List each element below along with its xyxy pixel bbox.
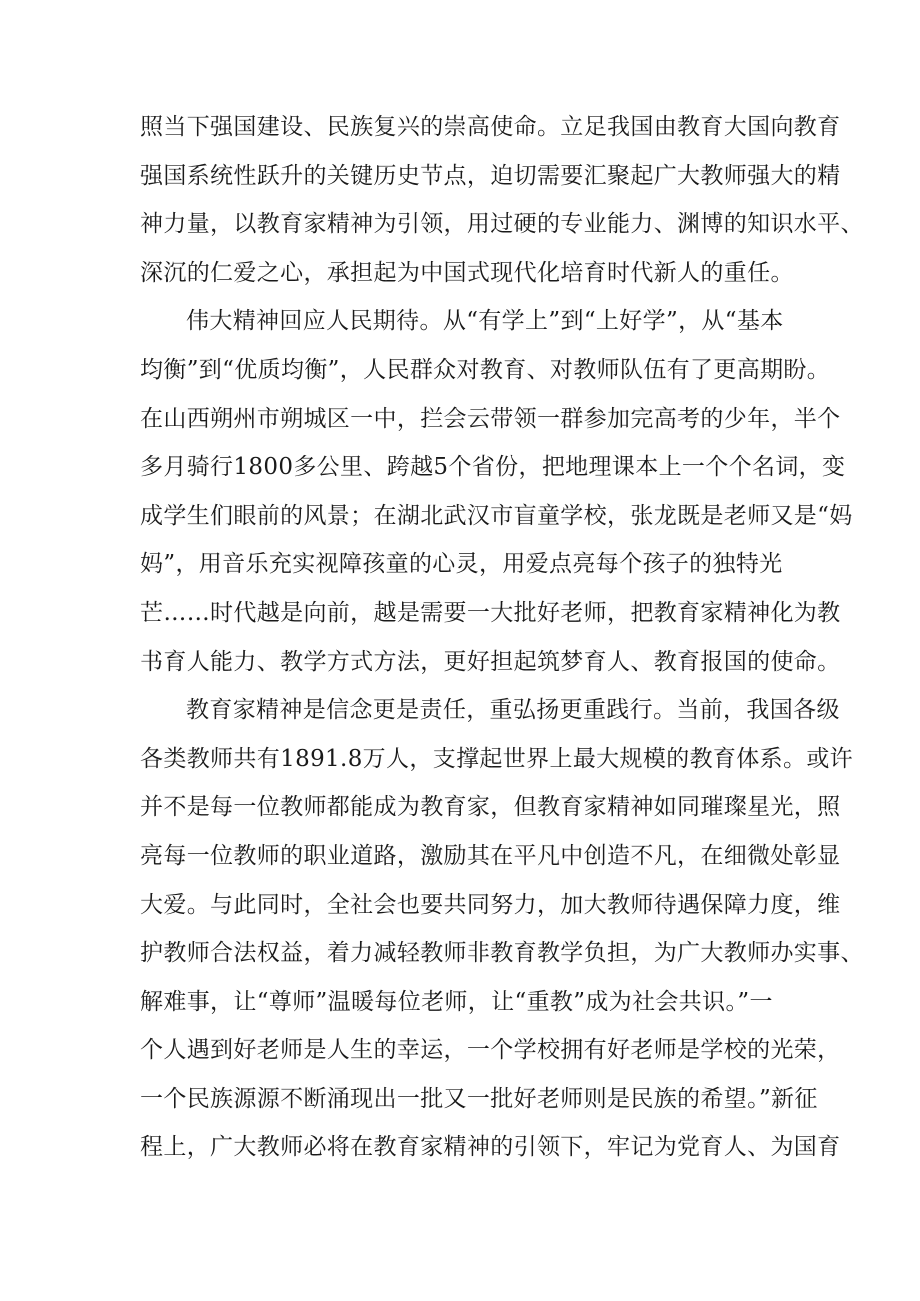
text-line: 大爱。与此同时，全社会也要共同努力，加大教师待遇保障力度，维 [140,891,841,918]
text-line: 护教师合法权益，着力减轻教师非教育教学负担，为广大教师办实事、 [140,940,864,967]
paragraph-first-line: 教育家精神是信念更是责任，重弘扬更重践行。当前，我国各级 [186,697,840,724]
text-line: 芒……时代越是向前，越是需要一大批好老师，把教育家精神化为教 [140,599,841,626]
text-line: 书育人能力、教学方式方法，更好担起筑梦育人、教育报国的使命。 [140,648,841,675]
text-line: 个人遇到好老师是人生的幸运，一个学校拥有好老师是学校的光荣， [140,1037,841,1064]
text-line: 均衡”到“优质均衡”，人民群众对教育、对教师队伍有了更高期盼。 [140,356,831,383]
text-line: 并不是每一位教师都能成为教育家，但教育家精神如同璀璨星光，照 [140,794,841,821]
text-line: 程上，广大教师必将在教育家精神的引领下，牢记为党育人、为国育 [140,1134,841,1161]
text-line: 神力量，以教育家精神为引领，用过硬的专业能力、渊博的知识水平、 [140,211,864,238]
text-line: 一个民族源源不断涌现出一批又一批好老师则是民族的希望。”新征 [140,1085,818,1112]
text-line: 成学生们眼前的风景；在湖北武汉市盲童学校，张龙既是老师又是“妈 [140,502,853,529]
text-line: 强国系统性跃升的关键历史节点，迫切需要汇聚起广大教师强大的精 [140,162,841,189]
text-line: 在山西朔州市朔城区一中，拦会云带领一群参加完高考的少年，半个 [140,405,841,432]
text-line: 亮每一位教师的职业道路，激励其在平凡中创造不凡，在细微处彰显 [140,842,841,869]
text-line: 多月骑行1800多公里、跨越5个省份，把地理课本上一个个名词，变 [140,454,846,481]
text-line: 深沉的仁爱之心，承担起为中国式现代化培育时代新人的重任。 [140,259,794,286]
text-line: 解难事，让“尊师”温暖每位老师，让“重教”成为社会共识。”一 [140,988,773,1015]
text-line: 照当下强国建设、民族复兴的崇高使命。立足我国由教育大国向教育 [140,114,841,140]
text-line: 妈”，用音乐充实视障孩童的心灵，用爱点亮每个孩子的独特光 [140,551,783,578]
text-line: 各类教师共有1891.8万人，支撑起世界上最大规模的教育体系。或许 [140,745,854,772]
document-body [140,103,864,1172]
paragraph-first-line: 伟大精神回应人民期待。从“有学上”到“上好学”，从“基本 [186,308,784,335]
